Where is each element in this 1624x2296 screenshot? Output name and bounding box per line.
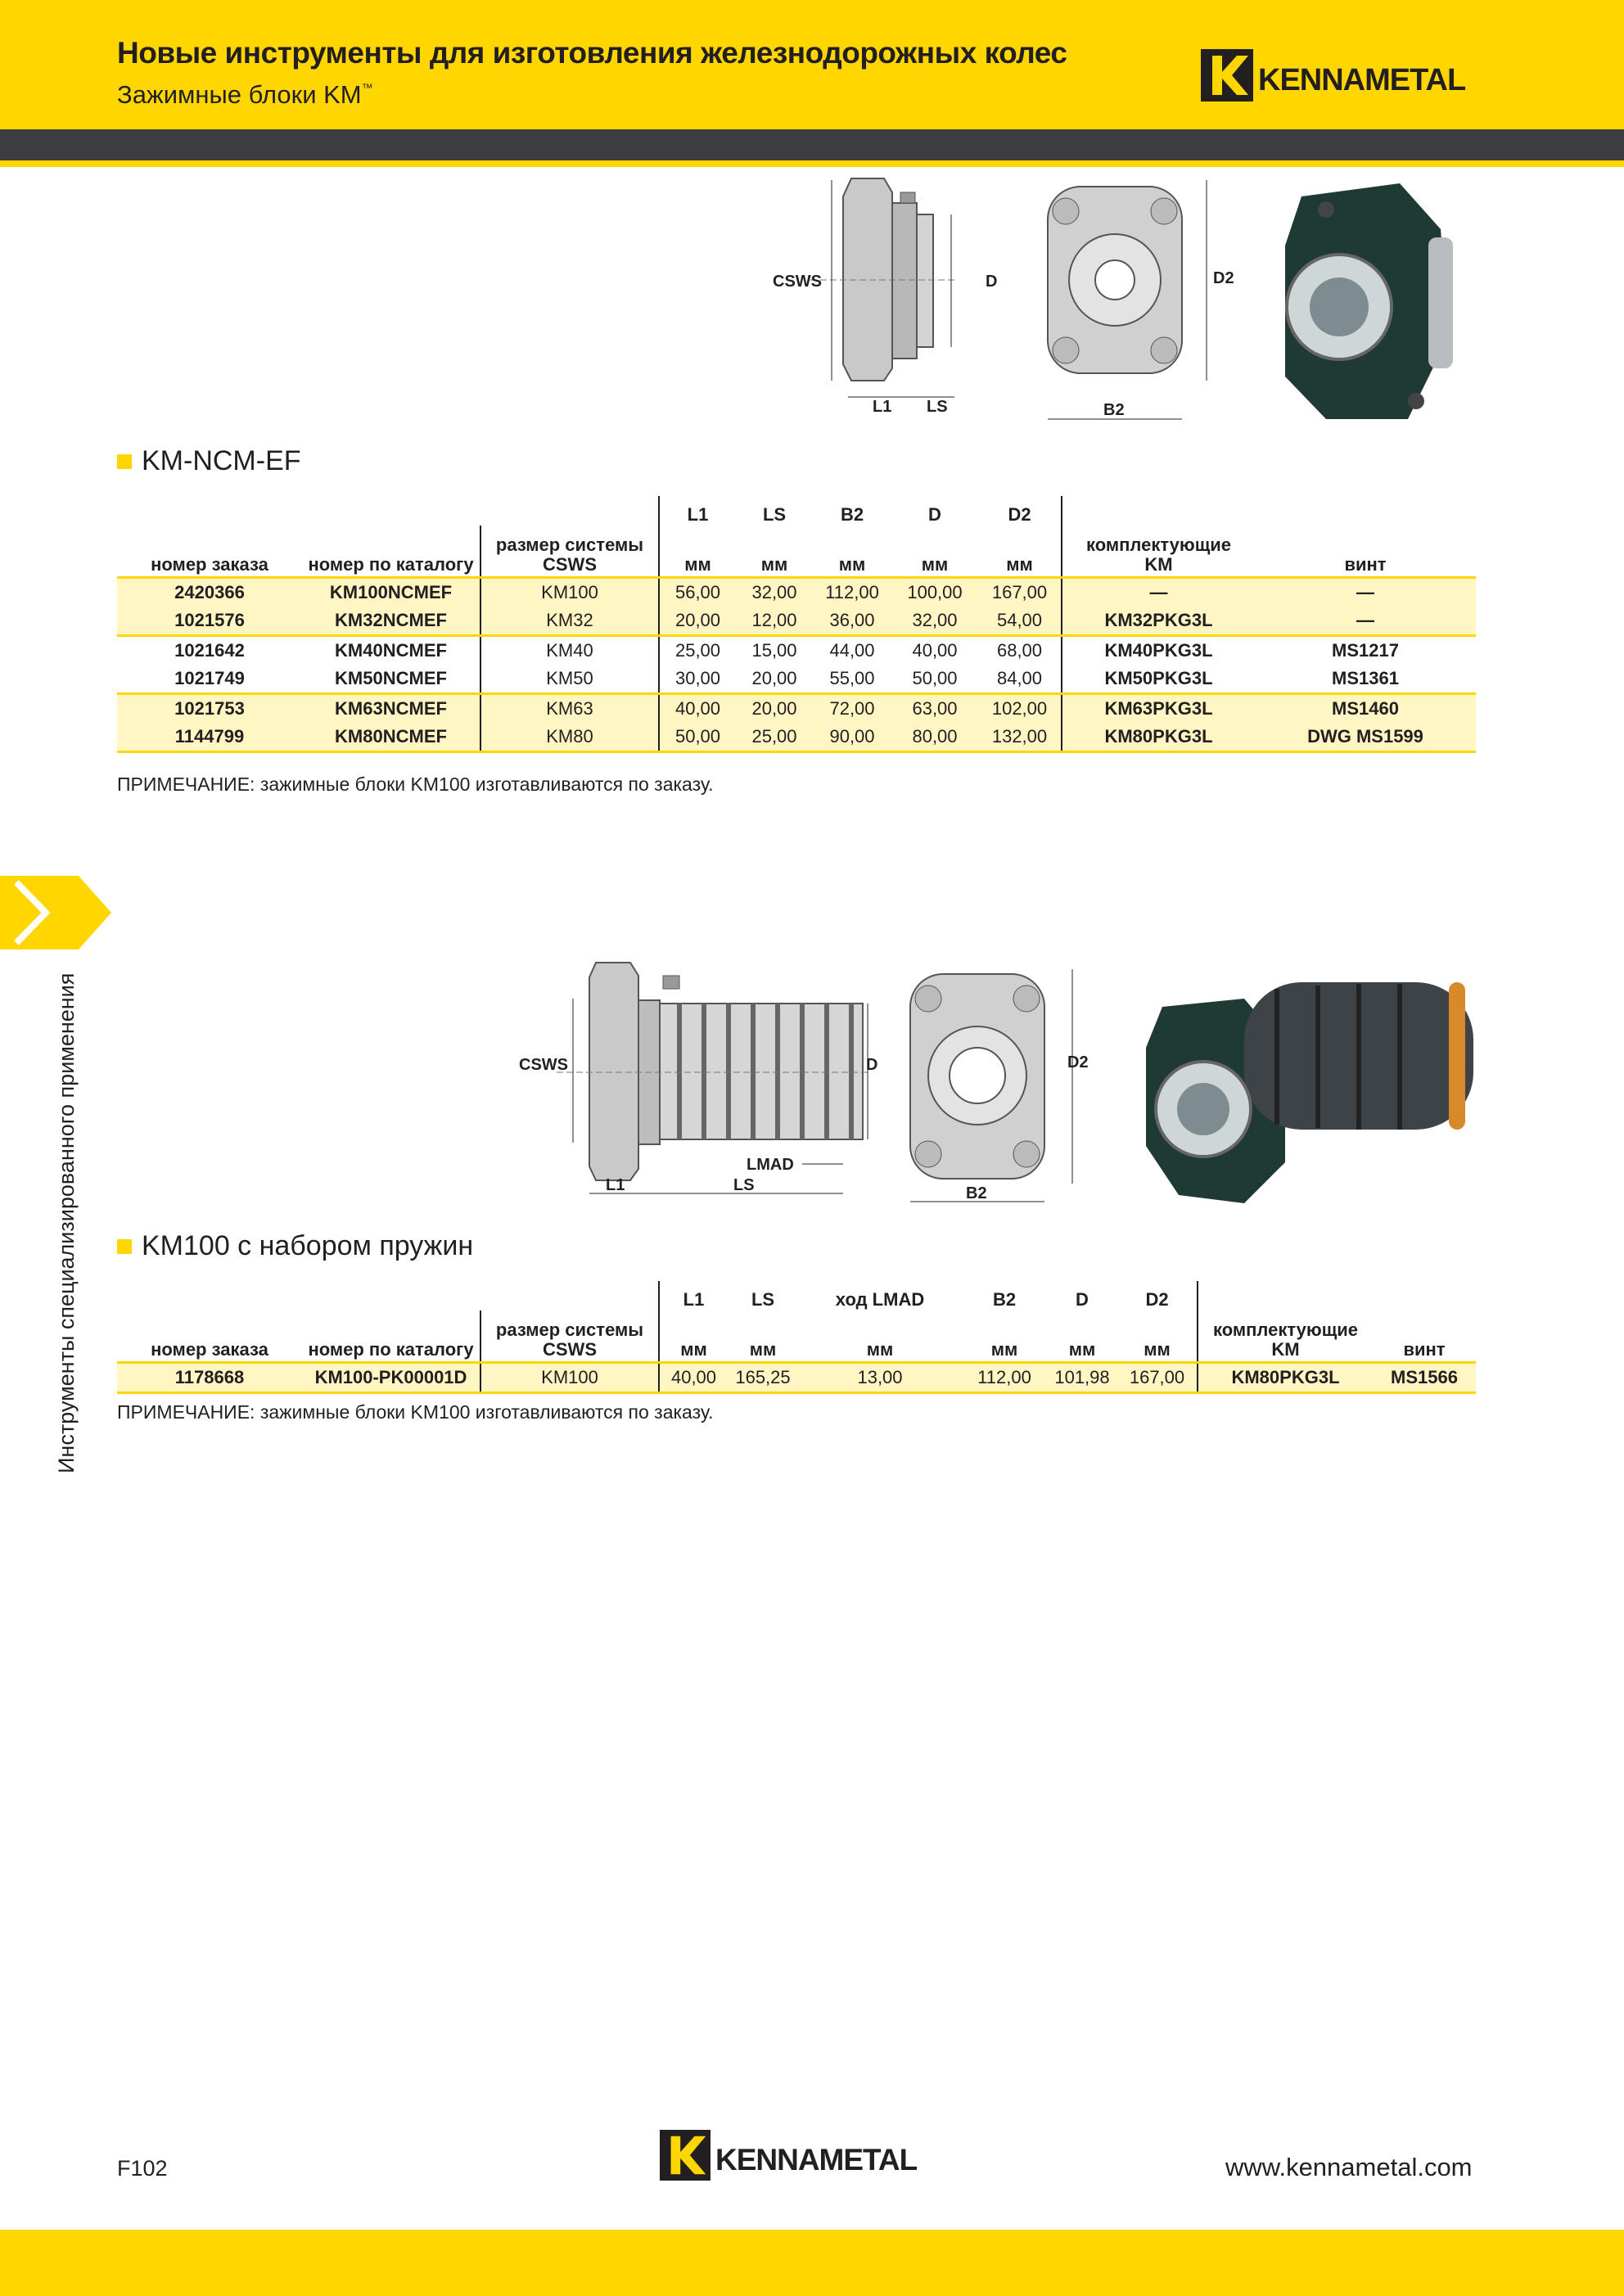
svg-text:B2: B2: [966, 1184, 987, 1202]
l1-value: 40,00: [659, 1363, 728, 1393]
svg-text:LS: LS: [927, 398, 948, 416]
catalog-number: KM100NCMEF: [302, 578, 480, 607]
km-ncm-ef-render: [1285, 183, 1453, 419]
section-marker-icon: [117, 454, 132, 469]
screw: —: [1255, 578, 1476, 607]
order-number: 1021576: [117, 607, 302, 636]
kennametal-logo: [660, 2130, 917, 2181]
section-marker-icon: [117, 1239, 132, 1254]
screw: DWG MS1599: [1255, 723, 1476, 752]
catalog-number: KM63NCMEF: [302, 694, 480, 724]
screw: MS1460: [1255, 694, 1476, 724]
catalog-number: KM50NCMEF: [335, 668, 447, 688]
b2-value: 44,00: [813, 636, 891, 665]
ls-value: 15,00: [736, 636, 813, 665]
table-row: [117, 607, 1476, 636]
ls-value: 20,00: [736, 694, 813, 724]
km100-spring-drawing: [508, 958, 1482, 1211]
d-value: 101,98: [1047, 1363, 1117, 1393]
section-title-km100-springs: KM100 с набором пружин: [117, 1230, 473, 1262]
km-accessory: KM40PKG3L: [1062, 636, 1255, 665]
d-value: 100,00: [891, 578, 978, 607]
d-value: 63,00: [891, 694, 978, 724]
kennametal-logo: [1201, 49, 1465, 101]
kennametal-k-icon: [1201, 49, 1253, 101]
l1-value: 50,00: [659, 723, 736, 752]
order-number: 1021749: [174, 668, 245, 688]
website-link[interactable]: www.kennametal.com: [1225, 2153, 1473, 2181]
brand-name: KENNAMETAL: [1258, 62, 1466, 97]
d2-value: 68,00: [978, 636, 1062, 665]
col-system-size: размер системы CSWS: [480, 526, 659, 578]
b2-value: 112,00: [813, 578, 891, 607]
km100-springs-table: L1 LS ход LMAD B2 D D2 номер заказа номер по каталогу размер системы CSWS мм мм мм мм мм мм комплектующие KM винт 1178668 KM100-PK00001D KM100 40,00 165,25 13,00 112,00 101,98 167,00 KM80PKG3L MS1566: [117, 1281, 1476, 1394]
svg-text:LS: LS: [733, 1176, 755, 1194]
d-value: 80,00: [891, 723, 978, 752]
catalog-number: KM100-PK00001D: [302, 1363, 480, 1393]
ls-value: 32,00: [736, 578, 813, 607]
svg-text:CSWS: CSWS: [519, 1056, 568, 1074]
km100-spring-render: [1146, 982, 1473, 1203]
svg-text:L1: L1: [873, 398, 892, 416]
d-value: 32,00: [891, 607, 978, 636]
d2-value: 132,00: [978, 723, 1062, 752]
table-note: ПРИМЕЧАНИЕ: зажимные блоки KM100 изготавливаются по заказу.: [117, 1401, 714, 1423]
catalog-number: KM40NCMEF: [302, 636, 480, 665]
l1-value: 20,00: [659, 607, 736, 636]
km-ncm-ef-drawing: [761, 172, 1482, 434]
brand-name: KENNAMETAL: [715, 2143, 918, 2176]
page-number: F102: [117, 2156, 168, 2181]
table-row: [117, 578, 1476, 607]
col-catalog-number: номер по каталогу: [302, 1310, 480, 1363]
l1-value: 25,00: [659, 636, 736, 665]
ls-value: 12,00: [736, 607, 813, 636]
svg-text:L1: L1: [606, 1176, 625, 1194]
km-accessory: KM32PKG3L: [1062, 607, 1255, 636]
system-size: KM100: [480, 1363, 659, 1393]
b2-value: 112,00: [962, 1363, 1047, 1393]
system-size: KM63: [480, 694, 659, 724]
system-size: KM32: [480, 607, 659, 636]
b2-value: 72,00: [813, 694, 891, 724]
header-rule: [0, 160, 1624, 167]
screw: MS1361: [1332, 668, 1399, 688]
km-accessory: KM80PKG3L: [1062, 723, 1255, 752]
kennametal-k-icon: [660, 2130, 710, 2181]
system-size: KM100: [480, 578, 659, 607]
d2-value: 167,00: [1117, 1363, 1198, 1393]
page-subtitle: Зажимные блоки KM™: [117, 80, 373, 109]
ls-value: 20,00: [751, 668, 797, 688]
chevron-arrow-icon: [0, 876, 111, 950]
d2-value: 84,00: [978, 665, 1062, 694]
col-order-number: номер заказа: [117, 1310, 302, 1363]
d2-value: 102,00: [978, 694, 1062, 724]
km-accessory: KM63PKG3L: [1062, 694, 1255, 724]
d2-value: 54,00: [978, 607, 1062, 636]
d-value: 50,00: [912, 668, 958, 688]
svg-text:D: D: [986, 273, 998, 291]
km-accessory: KM50PKG3L: [1104, 668, 1213, 688]
order-number: 1178668: [117, 1363, 302, 1393]
svg-text:D2: D2: [1213, 269, 1234, 287]
b2-value: 90,00: [813, 723, 891, 752]
b2-value: 55,00: [829, 668, 875, 688]
side-view: [519, 963, 877, 1194]
svg-text:LMAD: LMAD: [747, 1156, 794, 1174]
table-note: ПРИМЕЧАНИЕ: зажимные блоки KM100 изготавливаются по заказу.: [117, 774, 714, 795]
system-size: KM40: [480, 636, 659, 665]
l1-value: 30,00: [659, 665, 736, 694]
order-number: 1021642: [117, 636, 302, 665]
footer-band: [0, 2230, 1624, 2296]
catalog-number: KM32NCMEF: [302, 607, 480, 636]
ls-value: 165,25: [728, 1363, 798, 1393]
section-title-km-ncm-ef: KM-NCM-EF: [117, 445, 301, 477]
ls-value: 25,00: [736, 723, 813, 752]
table-row: [117, 665, 1476, 694]
page-header: [0, 0, 1624, 129]
col-accessories: комплектующие KM: [1198, 1310, 1373, 1363]
screw: MS1217: [1255, 636, 1476, 665]
front-view: [1048, 180, 1234, 419]
order-number: 1021753: [117, 694, 302, 724]
screw: MS1566: [1373, 1363, 1476, 1393]
km-ncm-ef-table: L1 LS B2 D D2 номер заказа номер по каталогу размер системы CSWS мм мм мм мм мм комплектующие KM винт 2420366 KM100NCMEF KM100 56,00 32,00 112,00 100,00 167,00 — — 1021576 KM32NCMEF KM32 20,00 12,00 36,00 32,00 54,00 KM32PKG3L — 1021642 KM40NCMEF KM40 25,00 15,00 44,00 40,00 68,00 KM40PKG3L MS1217 1021749 KM50NCMEF KM50 30,00 20,00 55,00 50,00 84,00 KM50PKG3L MS1361 1021753 KM63NCMEF KM63 40,00 20,00 72,00 63,00 102,00 KM63PKG3L MS1460 1144799 KM80NCMEF KM80 50,00 25,00 90,00 80,00 132,00 KM80PKG3L DWG MS1599: [117, 496, 1476, 753]
l1-value: 56,00: [659, 578, 736, 607]
page-title: Новые инструменты для изготовления железнодорожных колес: [117, 36, 1067, 70]
svg-text:CSWS: CSWS: [773, 273, 822, 291]
side-view: [773, 178, 997, 416]
header-band: [0, 129, 1624, 160]
km-accessory: —: [1062, 578, 1255, 607]
table-row: [117, 636, 1476, 665]
col-system-size: размер системы CSWS: [480, 1310, 659, 1363]
col-screw: винт: [1373, 1310, 1476, 1363]
svg-text:D2: D2: [1067, 1053, 1089, 1071]
l1-value: 40,00: [659, 694, 736, 724]
svg-text:D: D: [866, 1056, 878, 1074]
order-number: 2420366: [117, 578, 302, 607]
col-screw: винт: [1255, 526, 1476, 578]
d-value: 40,00: [891, 636, 978, 665]
side-tab-label: Инструменты специализированного применения: [54, 972, 79, 1473]
system-size: KM50: [480, 665, 659, 694]
col-catalog-number: номер по каталогу: [302, 526, 480, 578]
b2-value: 36,00: [813, 607, 891, 636]
km-accessory: KM80PKG3L: [1198, 1363, 1373, 1393]
screw: —: [1255, 607, 1476, 636]
col-accessories: комплектующие KM: [1062, 526, 1255, 578]
svg-text:B2: B2: [1103, 401, 1125, 419]
table-row: [117, 1363, 1476, 1393]
catalog-number: KM80NCMEF: [302, 723, 480, 752]
table-row: [117, 694, 1476, 724]
d2-value: 167,00: [978, 578, 1062, 607]
col-order-number: номер заказа: [117, 526, 302, 578]
spring-pack: [660, 1004, 863, 1139]
order-number: 1144799: [117, 723, 302, 752]
lmad-value: 13,00: [798, 1363, 962, 1393]
table-row: [117, 723, 1476, 752]
system-size: KM80: [480, 723, 659, 752]
front-view: [910, 969, 1089, 1202]
